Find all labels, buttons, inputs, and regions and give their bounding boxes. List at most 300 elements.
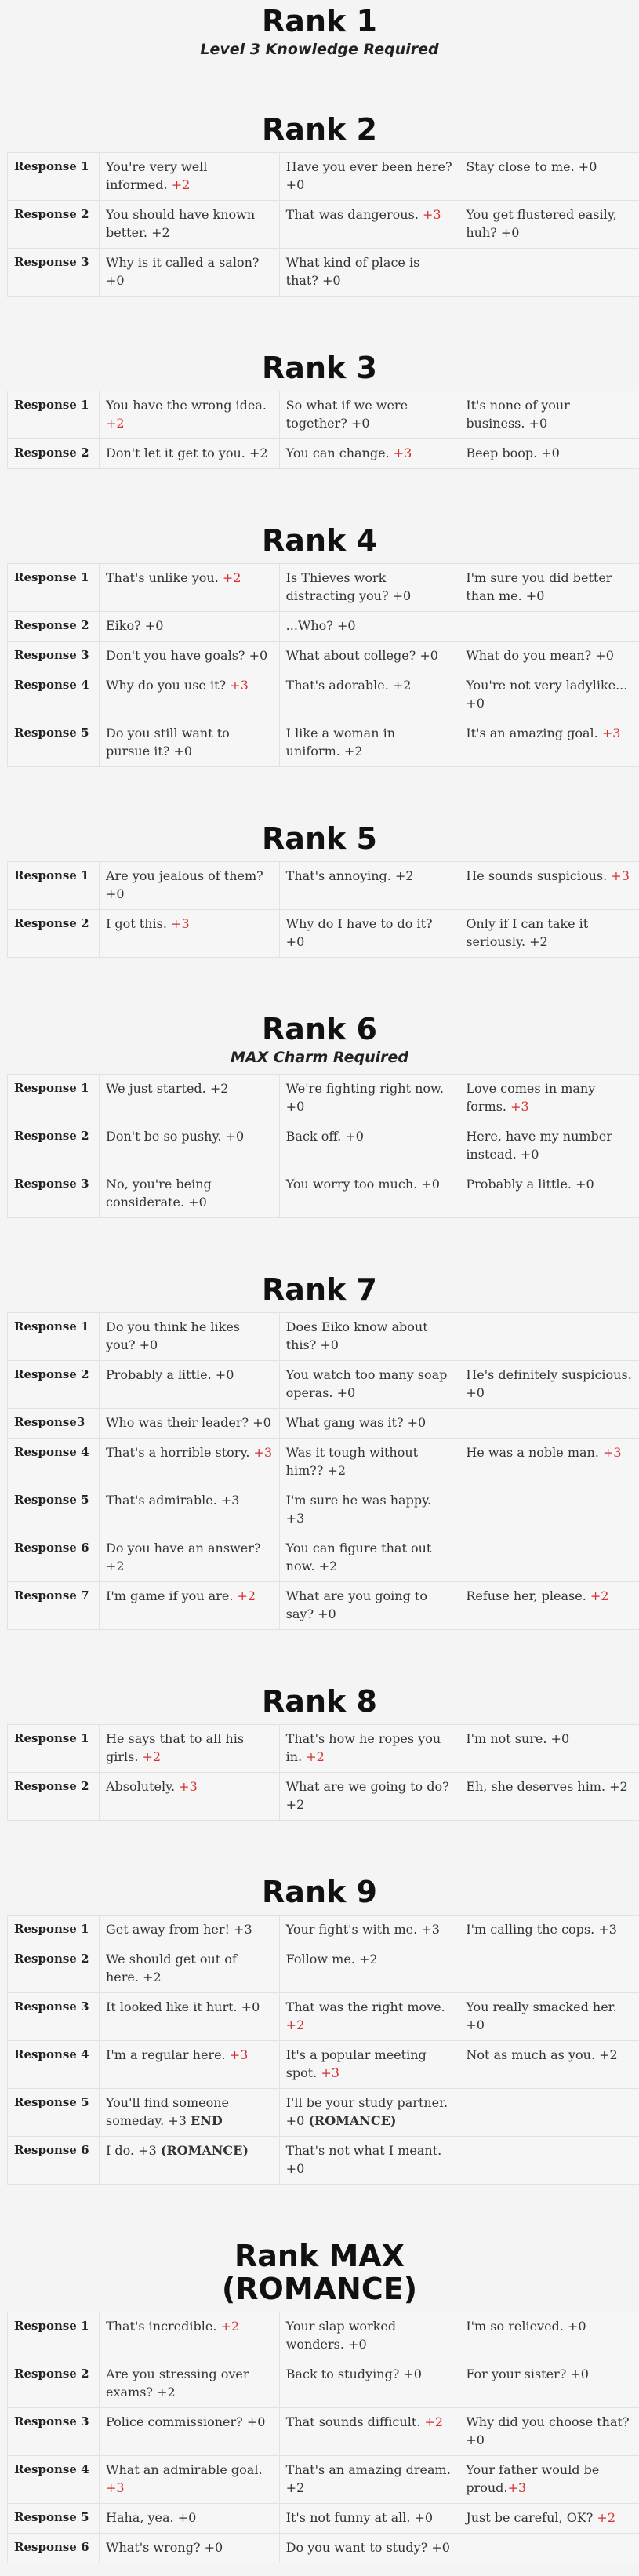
response-text: He says that to all his girls.: [106, 1731, 244, 1764]
response-label: Response 1: [8, 1916, 100, 1945]
response-option: [459, 439, 639, 469]
response-option: [100, 391, 280, 439]
response-text: What kind of place is that? +0: [286, 255, 420, 288]
response-text: What about college? +0: [286, 648, 438, 663]
response-option: [100, 2534, 280, 2563]
rank-section: [0, 351, 639, 469]
response-option: [459, 612, 639, 642]
response-option: [100, 1773, 280, 1821]
response-option: [279, 1486, 459, 1534]
rank-section: [0, 822, 639, 958]
response-text: That's adorable. +2: [286, 678, 412, 693]
response-option: [279, 249, 459, 297]
response-text: I'm a regular here.: [106, 2047, 230, 2062]
response-text: That was the right move.: [286, 1999, 445, 2014]
response-label: Response 2: [8, 2360, 100, 2408]
response-text: What an admirable goal.: [106, 2462, 263, 2477]
rank-section: [0, 2239, 639, 2563]
table-row: [8, 671, 639, 719]
response-text: Not as much as you. +2: [466, 2047, 617, 2062]
response-option: [459, 201, 639, 249]
response-option: [279, 862, 459, 910]
response-text: We just started. +2: [106, 1081, 228, 1096]
response-label: Response 7: [8, 1582, 100, 1630]
response-text: Do you still want to pursue it? +0: [106, 726, 230, 759]
response-label: Response 1: [8, 1725, 100, 1773]
points-highlight: +3: [254, 1445, 273, 1460]
response-option: [279, 2312, 459, 2360]
response-option: [459, 249, 639, 297]
response-text: Probably a little. +0: [106, 1367, 234, 1382]
route-tag: (ROMANCE): [308, 2113, 396, 2128]
response-text: Eh, she deserves him. +2: [466, 1779, 627, 1794]
response-text: Eiko? +0: [106, 618, 163, 633]
points-highlight: +3: [603, 1445, 622, 1460]
points-highlight: +2: [172, 177, 191, 192]
response-option: [459, 1725, 639, 1773]
response-text: You get flustered easily, huh? +0: [466, 207, 616, 240]
response-text: Are you stressing over exams? +2: [106, 2367, 249, 2400]
table-row: [8, 2137, 639, 2185]
table-row: [8, 439, 639, 469]
points-highlight: +2: [425, 2414, 444, 2429]
response-option: [100, 564, 280, 612]
rank-section: [0, 1013, 639, 1218]
table-row: [8, 391, 639, 439]
response-text: That's incredible.: [106, 2319, 221, 2334]
response-text: He sounds suspicious.: [466, 868, 611, 883]
table-row: [8, 1439, 639, 1486]
response-label: Response 2: [8, 1945, 100, 1993]
response-option: [100, 642, 280, 671]
response-table: [7, 1724, 639, 1821]
response-option: [279, 2408, 459, 2456]
response-option: [100, 910, 280, 958]
rank-section: [0, 524, 639, 767]
response-text: I'm sure you did better than me. +0: [466, 570, 612, 603]
response-label: Response 1: [8, 2312, 100, 2360]
response-option: [459, 2041, 639, 2089]
rank-title: Rank 3: [0, 351, 639, 384]
response-option: [100, 2312, 280, 2360]
response-option: [459, 1409, 639, 1439]
response-option: [279, 1773, 459, 1821]
response-text: That was dangerous.: [286, 207, 423, 222]
response-option: [279, 1582, 459, 1630]
response-label: Response 4: [8, 1439, 100, 1486]
response-option: [279, 2360, 459, 2408]
response-text: That's how he ropes you in.: [286, 1731, 441, 1764]
response-option: [459, 862, 639, 910]
response-option: [279, 201, 459, 249]
route-tag: END: [191, 2113, 223, 2128]
rank-title: Rank 8: [0, 1685, 639, 1718]
response-option: [100, 1361, 280, 1409]
table-row: [8, 1122, 639, 1170]
response-option: [459, 642, 639, 671]
points-highlight: +3: [230, 678, 249, 693]
response-option: [279, 910, 459, 958]
response-text: That's unlike you.: [106, 570, 223, 585]
response-option: [279, 1916, 459, 1945]
table-row: [8, 1075, 639, 1122]
table-row: [8, 2534, 639, 2563]
response-label: Response 4: [8, 671, 100, 719]
response-option: [459, 2137, 639, 2185]
response-option: [279, 1075, 459, 1122]
response-label: Response 1: [8, 1075, 100, 1122]
response-text: It's a popular meeting spot.: [286, 2047, 427, 2080]
response-option: [100, 862, 280, 910]
response-option: [100, 2041, 280, 2089]
response-option: [279, 2089, 459, 2137]
response-option: [100, 1170, 280, 1218]
response-option: [279, 1945, 459, 1993]
table-row: [8, 642, 639, 671]
response-option: [100, 2089, 280, 2137]
response-text: I like a woman in uniform. +2: [286, 726, 395, 759]
response-label: Response 5: [8, 719, 100, 767]
response-option: [279, 1993, 459, 2041]
response-text: You really smacked her. +0: [466, 1999, 616, 2032]
response-text: It's an amazing goal.: [466, 726, 602, 740]
response-text: That's annoying. +2: [286, 868, 414, 883]
response-label: Response 4: [8, 2041, 100, 2089]
response-label: Response 2: [8, 439, 100, 469]
response-text: Police commissioner? +0: [106, 2414, 265, 2429]
response-option: [459, 1773, 639, 1821]
response-option: [279, 1534, 459, 1582]
response-text: I do. +3: [106, 2143, 161, 2158]
response-table: [7, 1915, 639, 2185]
response-text: It's none of your business. +0: [466, 398, 570, 431]
response-text: I'll be your study partner. +0: [286, 2095, 448, 2128]
points-highlight: +3: [423, 207, 441, 222]
response-text: Follow me. +2: [286, 1952, 378, 1967]
points-highlight: +3: [321, 2065, 339, 2080]
rank-title: Rank 4: [0, 524, 639, 557]
response-text: It's not funny at all. +0: [286, 2510, 433, 2525]
response-text: Refuse her, please.: [466, 1588, 590, 1603]
points-highlight: +2: [221, 2319, 240, 2334]
response-label: Response 1: [8, 1313, 100, 1361]
response-option: [100, 1582, 280, 1630]
response-option: [279, 439, 459, 469]
route-tag: (ROMANCE): [161, 2143, 249, 2158]
response-text: He's definitely suspicious. +0: [466, 1367, 631, 1400]
table-row: [8, 2089, 639, 2137]
response-label: Response 1: [8, 564, 100, 612]
response-table: [7, 1312, 639, 1630]
response-option: [279, 1439, 459, 1486]
table-row: [8, 2408, 639, 2456]
response-label: Response 2: [8, 201, 100, 249]
response-table: [7, 563, 639, 767]
response-text: Who was their leader? +0: [106, 1415, 271, 1430]
rank-title: Rank 9: [0, 1876, 639, 1908]
response-option: [100, 1439, 280, 1486]
response-text: Why is it called a salon? +0: [106, 255, 259, 288]
response-text: No, you're being considerate. +0: [106, 1177, 212, 1210]
response-label: Response 2: [8, 1122, 100, 1170]
response-option: [459, 1170, 639, 1218]
rank-requirement: MAX Charm Required: [0, 1049, 639, 1066]
response-text: Why do I have to do it? +0: [286, 916, 433, 949]
table-row: [8, 1313, 639, 1361]
response-option: [279, 1170, 459, 1218]
points-highlight: +2: [143, 1749, 162, 1764]
response-text: Probably a little. +0: [466, 1177, 594, 1192]
response-text: Is Thieves work distracting you? +0: [286, 570, 412, 603]
rank-requirement: Level 3 Knowledge Required: [0, 41, 639, 58]
response-option: [279, 612, 459, 642]
points-highlight: +3: [510, 1099, 529, 1114]
response-text: He was a noble man.: [466, 1445, 603, 1460]
response-text: Have you ever been here? +0: [286, 159, 452, 192]
response-label: Response 2: [8, 1361, 100, 1409]
table-row: [8, 1916, 639, 1945]
response-text: Do you want to study? +0: [286, 2540, 450, 2555]
points-highlight: +2: [223, 570, 241, 585]
response-text: You're not very ladylike... +0: [466, 678, 627, 711]
response-option: [459, 719, 639, 767]
response-text: That's not what I meant. +0: [286, 2143, 442, 2176]
response-option: [459, 2534, 639, 2563]
response-label: Response 6: [8, 1534, 100, 1582]
response-text: We should get out of here. +2: [106, 1952, 237, 1985]
points-highlight: +3: [507, 2480, 526, 2495]
response-option: [459, 1313, 639, 1361]
table-row: [8, 1945, 639, 1993]
response-option: [459, 391, 639, 439]
response-text: I'm game if you are.: [106, 1588, 238, 1603]
response-option: [459, 1075, 639, 1122]
response-option: [279, 642, 459, 671]
response-text: So what if we were together? +0: [286, 398, 408, 431]
table-row: [8, 1170, 639, 1218]
response-label: Response 3: [8, 2408, 100, 2456]
response-text: I'm not sure. +0: [466, 1731, 569, 1746]
points-highlight: +2: [590, 1588, 609, 1603]
table-row: [8, 1409, 639, 1439]
response-label: Response 6: [8, 2534, 100, 2563]
table-row: [8, 862, 639, 910]
response-text: Do you think he likes you? +0: [106, 1319, 240, 1352]
response-table: [7, 152, 639, 297]
response-option: [279, 719, 459, 767]
response-option: [100, 612, 280, 642]
response-option: [100, 439, 280, 469]
response-label: Response 3: [8, 249, 100, 297]
rank-title: Rank MAX (ROMANCE): [0, 2239, 639, 2305]
table-row: [8, 1773, 639, 1821]
response-table: [7, 2312, 639, 2563]
rank-section: [0, 5, 639, 58]
response-option: [459, 2456, 639, 2504]
rank-title: Rank 2: [0, 113, 639, 146]
rank-title: Rank 5: [0, 822, 639, 855]
response-text: What are you going to say? +0: [286, 1588, 427, 1621]
response-option: [459, 1439, 639, 1486]
response-label: Response 5: [8, 2504, 100, 2534]
response-option: [100, 1075, 280, 1122]
response-option: [459, 1916, 639, 1945]
response-option: [459, 564, 639, 612]
response-option: [459, 2312, 639, 2360]
rank-title: Rank 7: [0, 1273, 639, 1306]
response-text: ...Who? +0: [286, 618, 356, 633]
response-text: It looked like it hurt. +0: [106, 1999, 260, 2014]
response-text: Was it tough without him?? +2: [286, 1445, 418, 1478]
response-label: Response 4: [8, 2456, 100, 2504]
response-text: Are you jealous of them? +0: [106, 868, 263, 901]
table-row: [8, 1993, 639, 2041]
response-option: [459, 2504, 639, 2534]
response-option: [100, 1486, 280, 1534]
points-highlight: +2: [238, 1588, 256, 1603]
response-text: You should have known better. +2: [106, 207, 255, 240]
response-text: What's wrong? +0: [106, 2540, 223, 2555]
response-option: [100, 1725, 280, 1773]
response-text: I'm calling the cops. +3: [466, 1922, 617, 1937]
response-text: I'm sure he was happy. +3: [286, 1493, 431, 1526]
response-label: Response 3: [8, 642, 100, 671]
response-text: Back to studying? +0: [286, 2367, 422, 2381]
response-label: Response 5: [8, 1486, 100, 1534]
response-text: What are we going to do? +2: [286, 1779, 449, 1812]
response-text: Absolutely.: [106, 1779, 179, 1794]
response-option: [279, 1409, 459, 1439]
points-highlight: +3: [394, 446, 412, 460]
response-text: Does Eiko know about this? +0: [286, 1319, 428, 1352]
response-text: For your sister? +0: [466, 2367, 589, 2381]
response-label: Response 3: [8, 1170, 100, 1218]
response-text: Stay close to me. +0: [466, 159, 597, 174]
response-option: [100, 671, 280, 719]
response-text: You'll find someone someday. +3: [106, 2095, 229, 2128]
response-text: What do you mean? +0: [466, 648, 614, 663]
response-option: [100, 2137, 280, 2185]
response-option: [100, 1916, 280, 1945]
response-text: What gang was it? +0: [286, 1415, 427, 1430]
response-option: [459, 1945, 639, 1993]
response-label: Response 5: [8, 2089, 100, 2137]
response-option: [459, 153, 639, 201]
response-option: [100, 153, 280, 201]
response-text: You can figure that out now. +2: [286, 1541, 432, 1574]
table-row: [8, 1486, 639, 1534]
response-label: Response 1: [8, 862, 100, 910]
response-text: You worry too much. +0: [286, 1177, 440, 1192]
table-row: [8, 2312, 639, 2360]
response-text: Don't you have goals? +0: [106, 648, 267, 663]
response-option: [279, 1313, 459, 1361]
response-option: [100, 1993, 280, 2041]
response-text: That sounds difficult.: [286, 2414, 425, 2429]
table-row: [8, 153, 639, 201]
response-option: [279, 2534, 459, 2563]
response-text: Your slap worked wonders. +0: [286, 2319, 396, 2352]
points-highlight: +2: [597, 2510, 615, 2525]
response-text: Don't be so pushy. +0: [106, 1129, 244, 1144]
response-option: [279, 564, 459, 612]
response-option: [100, 2408, 280, 2456]
response-table: [7, 391, 639, 469]
response-text: That's admirable. +3: [106, 1493, 239, 1508]
response-option: [459, 1486, 639, 1534]
rank-section: [0, 113, 639, 297]
response-option: [459, 1122, 639, 1170]
rank-title: Rank 6: [0, 1013, 639, 1046]
points-highlight: +2: [286, 2018, 305, 2032]
response-text: You're very well informed.: [106, 159, 207, 192]
response-option: [279, 2041, 459, 2089]
response-text: Beep boop. +0: [466, 446, 560, 460]
points-highlight: +3: [611, 868, 630, 883]
response-text: I got this.: [106, 916, 171, 931]
response-option: [279, 2456, 459, 2504]
response-option: [279, 2137, 459, 2185]
points-highlight: +3: [179, 1779, 198, 1794]
response-label: Response 3: [8, 1993, 100, 2041]
response-label: Response 2: [8, 910, 100, 958]
response-option: [100, 2360, 280, 2408]
points-highlight: +2: [106, 416, 125, 431]
response-option: [100, 719, 280, 767]
response-label: Response 1: [8, 153, 100, 201]
table-row: [8, 1725, 639, 1773]
response-option: [279, 1122, 459, 1170]
response-table: [7, 1074, 639, 1218]
response-text: You have the wrong idea.: [106, 398, 267, 413]
response-option: [279, 1361, 459, 1409]
response-option: [459, 2408, 639, 2456]
response-label: Response 2: [8, 1773, 100, 1821]
response-text: That's a horrible story.: [106, 1445, 254, 1460]
response-text: Love comes in many forms.: [466, 1081, 595, 1114]
table-row: [8, 564, 639, 612]
points-highlight: +3: [171, 916, 190, 931]
response-option: [100, 1122, 280, 1170]
response-option: [459, 2089, 639, 2137]
response-option: [279, 1725, 459, 1773]
rank-title: Rank 1: [0, 5, 639, 38]
response-option: [100, 249, 280, 297]
points-highlight: +3: [106, 2480, 125, 2495]
response-option: [459, 1534, 639, 1582]
response-text: You can change.: [286, 446, 394, 460]
table-row: [8, 2504, 639, 2534]
response-text: Back off. +0: [286, 1129, 364, 1144]
response-option: [279, 2504, 459, 2534]
points-highlight: +3: [230, 2047, 249, 2062]
response-text: Do you have an answer? +2: [106, 1541, 260, 1574]
response-label: Response 1: [8, 391, 100, 439]
table-row: [8, 201, 639, 249]
response-option: [459, 910, 639, 958]
table-row: [8, 612, 639, 642]
table-row: [8, 1534, 639, 1582]
table-row: [8, 1582, 639, 1630]
response-option: [459, 671, 639, 719]
response-option: [100, 1313, 280, 1361]
response-text: Just be careful, OK?: [466, 2510, 597, 2525]
response-option: [279, 671, 459, 719]
points-highlight: +3: [602, 726, 621, 740]
points-highlight: +2: [306, 1749, 325, 1764]
response-text: That's an amazing dream. +2: [286, 2462, 451, 2495]
table-row: [8, 719, 639, 767]
